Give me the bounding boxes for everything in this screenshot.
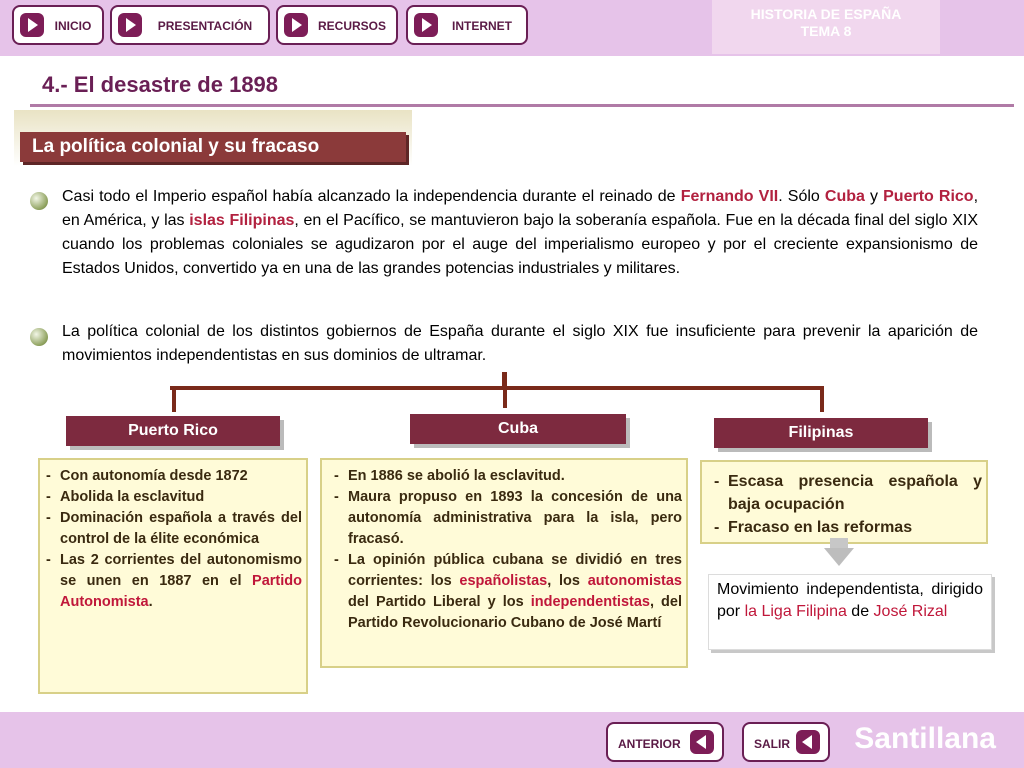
nav-recursos-button[interactable] xyxy=(276,5,398,45)
bullet-icon xyxy=(30,328,48,346)
nav-presentacion-label: PRESENTACIÓN xyxy=(157,19,253,33)
text-run: del Partido Liberal y los xyxy=(348,594,531,610)
text-run: Las 2 corrientes del autonomismo se unen en 1887 en el xyxy=(60,552,302,589)
highlight-partido-autonomista: Partido Autonomista xyxy=(60,573,302,610)
text-run: . xyxy=(148,594,153,610)
list-item: - Fracaso en las reformas xyxy=(708,516,982,539)
section-heading-band xyxy=(20,132,406,162)
puerto-rico-header: Puerto Rico xyxy=(66,416,280,446)
text-run: . Sólo xyxy=(778,188,825,205)
highlight-autonomistas: autonomistas xyxy=(587,573,682,589)
highlight-islas-filipinas: islas Filipinas xyxy=(189,212,295,229)
course-name: HISTORIA DE ESPAÑA xyxy=(750,6,902,22)
anterior-button[interactable] xyxy=(606,722,724,762)
filipinas-header: Filipinas xyxy=(714,418,928,448)
connector-cuba xyxy=(503,388,507,408)
cuba-box xyxy=(320,458,688,668)
play-arrow-icon xyxy=(284,13,308,37)
list-item: - En 1886 se abolió la esclavitud. xyxy=(328,466,682,487)
section-heading-block xyxy=(14,110,412,166)
text-run: La opinión pública cubana se dividió en tres corrientes: los xyxy=(348,552,682,589)
highlight-liga-filipina: la Liga Filipina xyxy=(744,603,847,620)
text-run: Casi todo el Imperio español había alcanzado la independencia durante el reinado de xyxy=(62,188,681,205)
list-item xyxy=(328,550,682,634)
text-run: Movimiento independentista, dirigido por xyxy=(717,581,983,620)
connector-filipinas xyxy=(820,388,824,412)
list-item: - Escasa presencia española y baja ocupación xyxy=(708,470,982,516)
page-title: 4.- El desastre de 1898 xyxy=(42,72,279,97)
publisher-logo: Santillana xyxy=(854,722,996,755)
nav-inicio-label: INICIO xyxy=(54,19,92,33)
salir-button[interactable] xyxy=(742,722,830,762)
back-arrow-icon xyxy=(796,730,820,754)
list-item: - Con autonomía desde 1872 xyxy=(40,466,302,487)
text-run: , del Partido Revolucionario Cubano de José Martí xyxy=(348,594,682,631)
connector-top-stem xyxy=(502,372,507,388)
nav-presentacion-button[interactable] xyxy=(110,5,270,45)
bullet-icon xyxy=(30,192,48,210)
list-item: - Abolida la esclavitud xyxy=(40,487,302,508)
play-arrow-icon xyxy=(414,13,438,37)
policy-paragraph: La política colonial de los distintos gobiernos de España durante el siglo XIX fue insuficiente para prevenir la aparición de movimientos independentistas en sus dominios de ultramar. xyxy=(62,323,978,364)
salir-label: SALIR xyxy=(754,737,790,751)
filipinas-box xyxy=(700,460,988,544)
back-arrow-icon xyxy=(690,730,714,754)
course-brand xyxy=(712,0,940,54)
nav-recursos-label: RECURSOS xyxy=(317,19,386,33)
highlight-espanolistas: españolistas xyxy=(459,573,548,589)
down-arrow-icon xyxy=(824,548,854,566)
nav-internet-button[interactable] xyxy=(406,5,528,45)
section-heading: La política colonial y su fracaso xyxy=(32,136,320,157)
list-item: - Dominación española a través del control de la élite económica xyxy=(40,508,302,550)
anterior-label: ANTERIOR xyxy=(618,737,681,751)
intro-paragraph xyxy=(62,185,978,281)
highlight-cuba: Cuba xyxy=(824,188,865,205)
connector-horizontal xyxy=(170,386,824,390)
play-arrow-icon xyxy=(118,13,142,37)
cuba-header: Cuba xyxy=(410,414,626,444)
text-run: y xyxy=(864,188,884,205)
course-unit: TEMA 8 xyxy=(800,23,852,39)
connector-puerto-rico xyxy=(172,388,176,412)
text-run: de xyxy=(846,603,874,620)
highlight-puerto-rico: Puerto Rico xyxy=(883,188,974,205)
text-run: , los xyxy=(547,573,588,589)
nav-internet-label: INTERNET xyxy=(452,19,512,33)
title-divider xyxy=(30,104,1014,107)
nav-inicio-button[interactable] xyxy=(12,5,104,45)
highlight-jose-rizal: José Rizal xyxy=(873,603,948,620)
puerto-rico-box xyxy=(38,458,308,694)
filipinas-movement-box xyxy=(708,574,992,650)
highlight-independentistas: independentistas xyxy=(530,594,650,610)
text-run: , en América, y las xyxy=(62,188,979,229)
text-run: , en el Pacífico, se mantuvieron bajo la soberanía española. Fue en la década final del siglo XIX cuando los problemas coloniales se agudizaron por el auge del imperialismo europeo y por el creciente expansionismo de Estados Unidos, convertido ya en una de las grandes potencias industriales y militares. xyxy=(62,212,978,277)
list-item: - Maura propuso en 1893 la concesión de una autonomía administrativa para la isla, pero fracasó. xyxy=(328,487,682,550)
list-item xyxy=(40,550,302,613)
play-arrow-icon xyxy=(20,13,44,37)
highlight-fernando-vii: Fernando VII xyxy=(680,188,779,205)
